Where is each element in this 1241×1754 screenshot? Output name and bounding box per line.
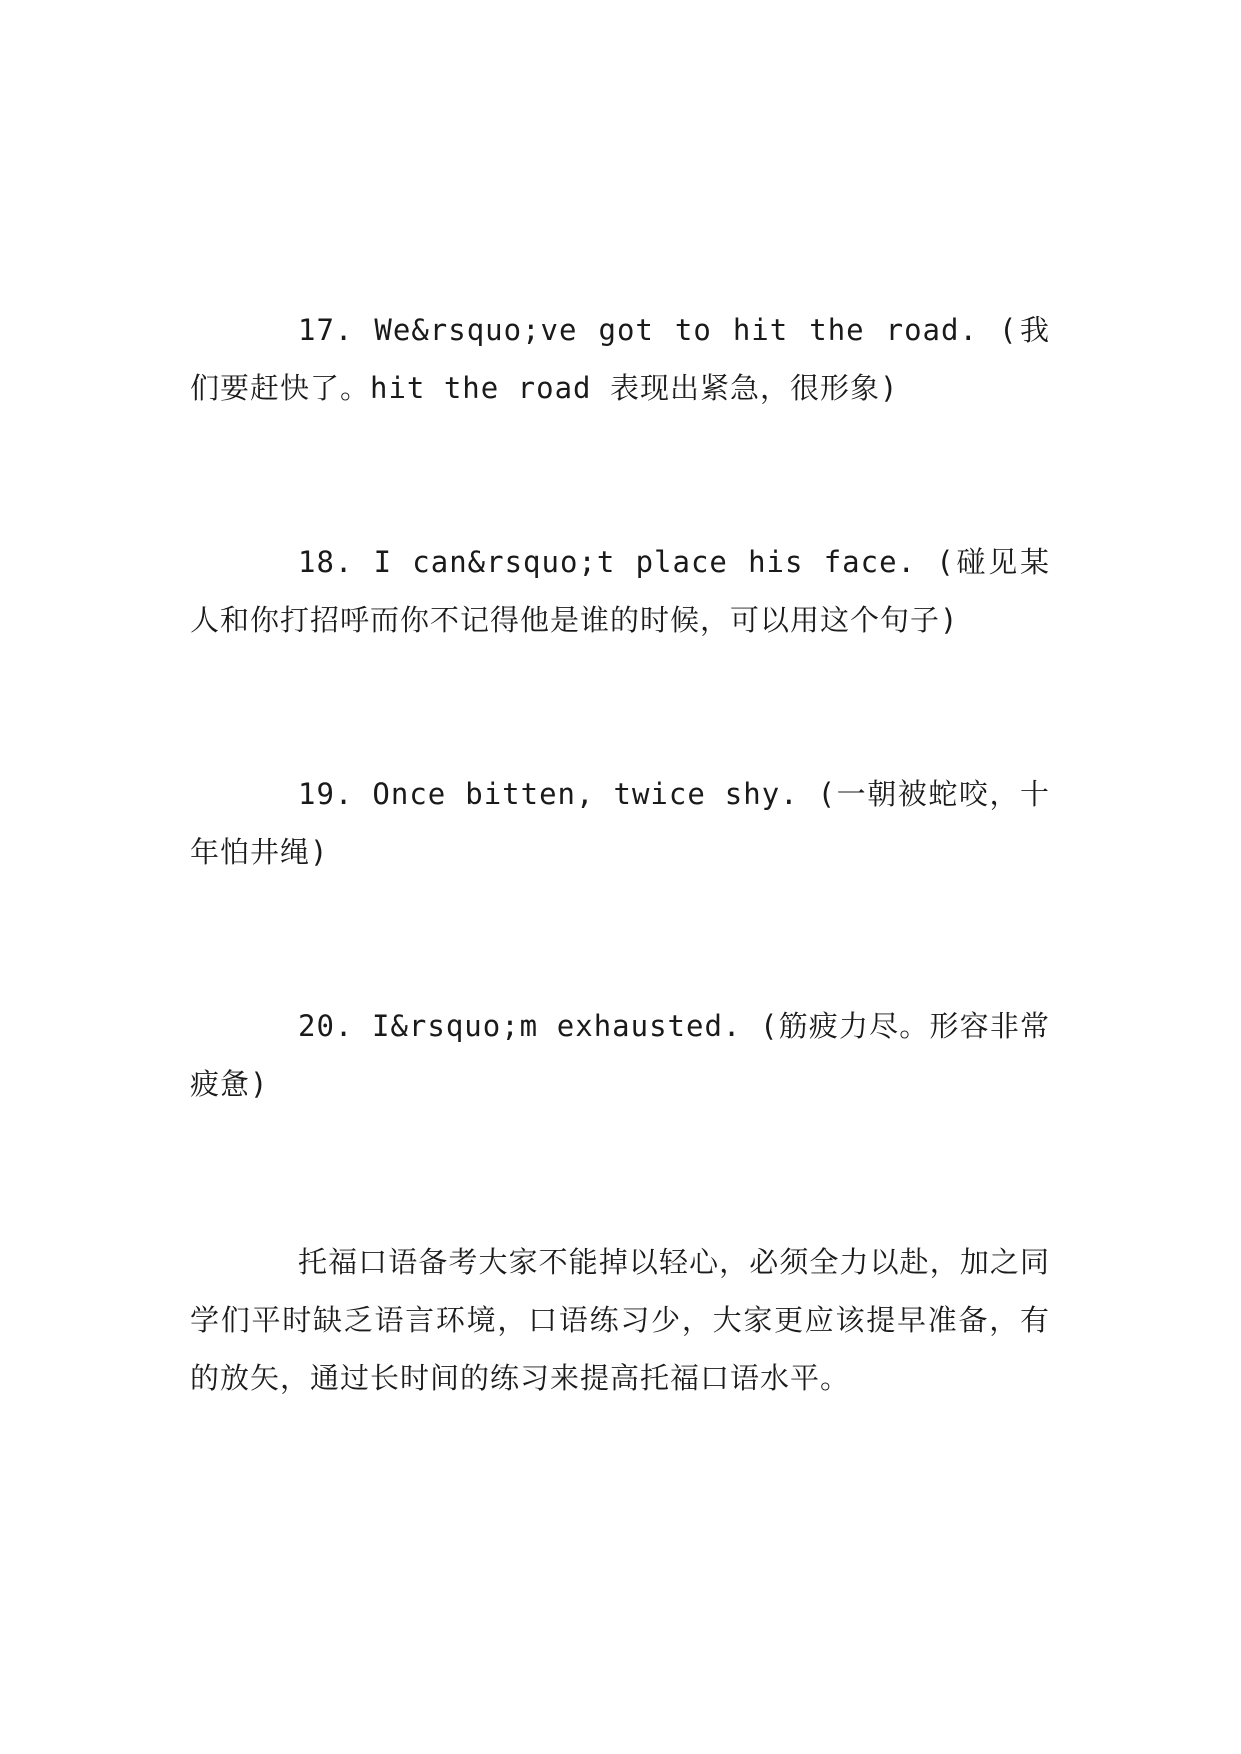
paragraph-18: 18. I can&rsquo;t place his face. (碰见某人和你打招呼而你不记得他是谁的时候，可以用这个句子)	[190, 545, 1050, 637]
closing-paragraph: 托福口语备考大家不能掉以轻心，必须全力以赴，加之同学们平时缺乏语言环境，口语练习少，大家更应该提早准备，有的放矢，通过长时间的练习来提高托福口语水平。	[190, 1245, 1050, 1395]
paragraph-20: 20. I&rsquo;m exhausted. (筋疲力尽。形容非常疲惫)	[190, 1009, 1050, 1101]
paragraph-19: 19. Once bitten, twice shy. (一朝被蛇咬，十年怕井绳)	[190, 777, 1050, 869]
paragraph-17: 17. We&rsquo;ve got to hit the road. (我们要赶快了。hit the road 表现出紧急，很形象)	[190, 313, 1050, 405]
